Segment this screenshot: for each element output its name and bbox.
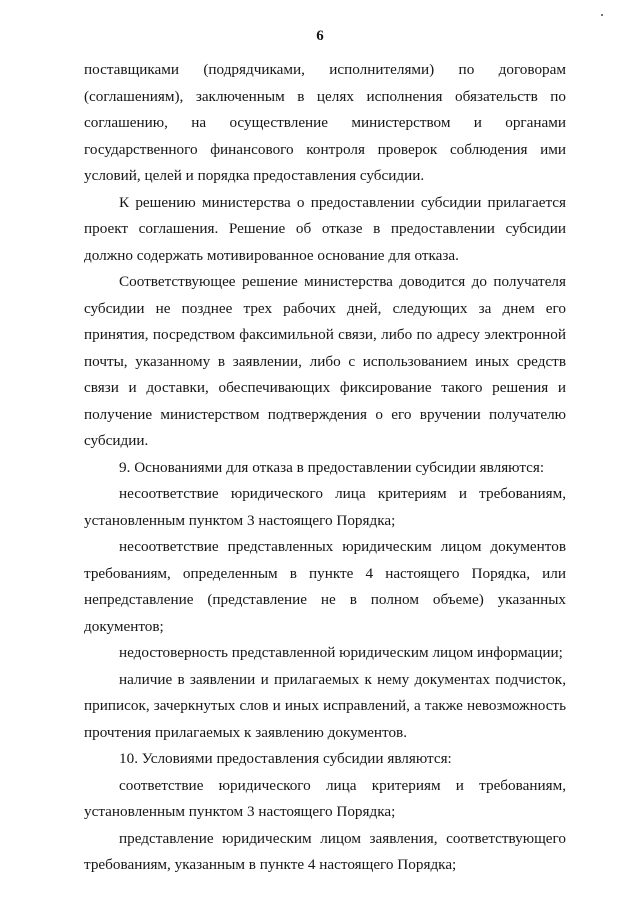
paragraph: представление юридическим лицом заявления, соответствующего требованиям, указанным в пункте 4 настоящего Порядка;: [84, 829, 566, 873]
paragraph: Соответствующее решение министерства доводится до получателя субсидии не позднее трех рабочих дней, следующих за днем его принятия, посредством факсимильной связи, либо по адресу электронной почты, указанному в заявлении, либо с использованием иных средств связи и доставки, обеспечивающих фиксирование такого решения и получение министерством подтверждения о его вручении получателю субсидии.: [84, 273, 566, 449]
paragraph: недостоверность представленной юридическим лицом информации;: [119, 644, 563, 661]
paragraph: несоответствие юридического лица критериям и требованиям, установленным пунктом 3 настоящего Порядка;: [84, 485, 566, 529]
scan-speck: [601, 14, 603, 16]
document-body: [84, 57, 566, 879]
paragraph: 10. Условиями предоставления субсидии являются:: [119, 750, 452, 767]
paragraph: соответствие юридического лица критериям и требованиям, установленным пунктом 3 настоящего Порядка;: [84, 776, 566, 820]
page-number: 6: [316, 28, 324, 44]
paragraph: поставщиками (подрядчиками, исполнителями) по договорам (соглашениям), заключенным в целях исполнения обязательств по соглашению, на осуществление министерством и органами государственного финансового контроля проверок соблюдения ими условий, целей и порядка предоставления субсидии.: [84, 61, 566, 184]
paragraph: К решению министерства о предоставлении субсидии прилагается проект соглашения. Решение об отказе в предоставлении субсидии должно содержать мотивированное основание для отказа.: [84, 193, 566, 264]
paragraph: несоответствие представленных юридическим лицом документов требованиям, определенным в пункте 4 настоящего Порядка, или непредставление (представление не в полном объеме) указанных документов;: [84, 538, 566, 635]
paragraph: 9. Основаниями для отказа в предоставлении субсидии являются:: [119, 458, 545, 476]
paragraph: наличие в заявлении и прилагаемых к нему документах подчисток, приписок, зачеркнутых слов и иных исправлений, а также невозможность прочтения прилагаемых к заявлению документов.: [84, 670, 566, 741]
